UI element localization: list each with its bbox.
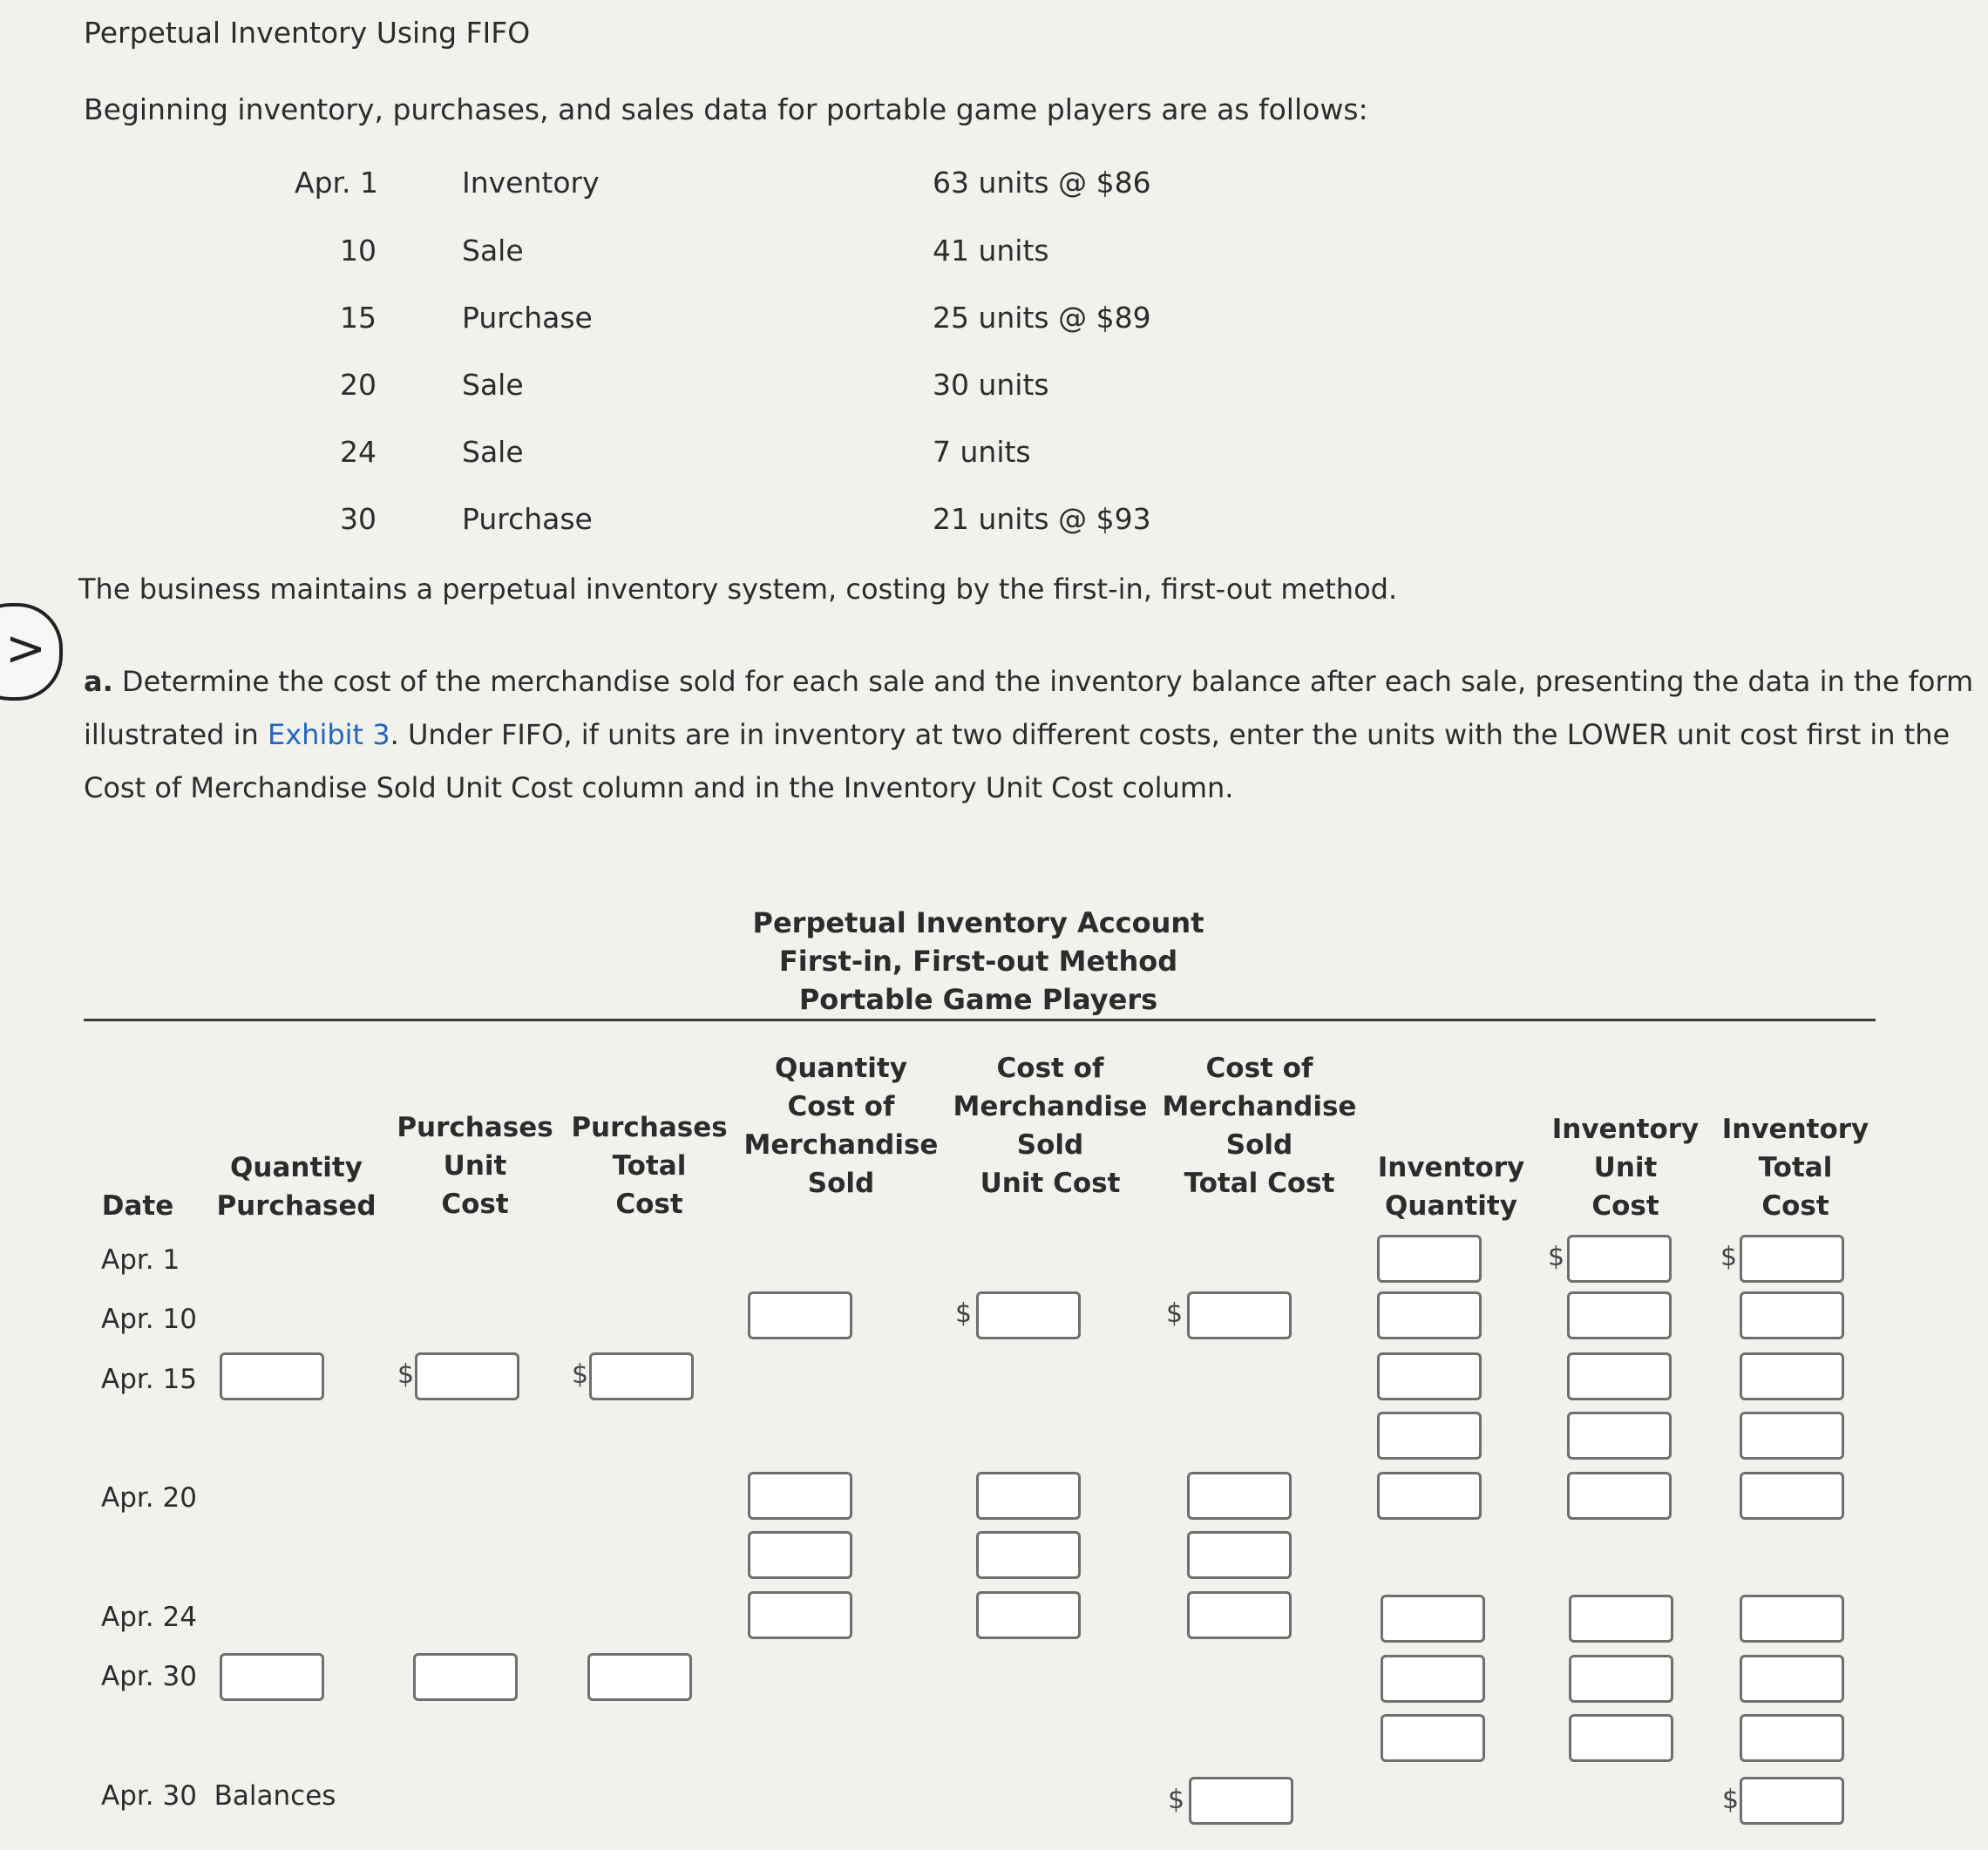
data-date-2: 10 xyxy=(340,234,377,268)
apr24-inv-qty-input[interactable] xyxy=(1381,1595,1485,1643)
col-header-cms-total-cost: Cost of Merchandise Sold Total Cost xyxy=(1162,1053,1357,1199)
apr15-purch-total-cost-input[interactable] xyxy=(589,1352,694,1400)
row-label-apr10: Apr. 10 xyxy=(101,1304,197,1335)
col-header-inv-total-cost: Inventory Total Cost xyxy=(1721,1114,1869,1222)
business-text: The business maintains a perpetual inventory system, costing by the first-in, first-out method. xyxy=(78,573,1398,606)
dollar-sign: $ xyxy=(1166,1298,1184,1329)
col-header-cms-qty: Quantity Cost of Merchandise Sold xyxy=(743,1053,939,1199)
apr20-cms-qty-input-2[interactable] xyxy=(748,1531,852,1579)
apr24-inv-total-cost-input[interactable] xyxy=(1740,1595,1844,1643)
apr20-cms-total-cost-input-2[interactable] xyxy=(1187,1531,1292,1579)
apr15-inv-total-cost-input[interactable] xyxy=(1740,1352,1844,1400)
apr24-cms-unit-cost-input[interactable] xyxy=(976,1591,1081,1639)
chevron-right-icon: > xyxy=(5,620,46,677)
intro-text: Beginning inventory, purchases, and sales data for portable game players are as follows: xyxy=(84,92,1368,126)
report-title-line-2: First-in, First-out Method xyxy=(778,945,1178,978)
row-label-apr24: Apr. 24 xyxy=(101,1602,197,1633)
data-type-2: Sale xyxy=(462,234,524,268)
apr10-inv-unit-cost-input[interactable] xyxy=(1567,1291,1672,1339)
dollar-sign: $ xyxy=(1720,1242,1738,1272)
data-date-6: 30 xyxy=(340,502,377,536)
apr15-inv-total-cost-input-2[interactable] xyxy=(1740,1412,1844,1460)
col-header-qty-purchased: Quantity Purchased xyxy=(216,1152,377,1222)
data-qty-2: 41 units xyxy=(933,234,1049,268)
dollar-sign: $ xyxy=(572,1359,589,1390)
balance-inv-total-cost-input[interactable] xyxy=(1740,1777,1844,1825)
apr30-purch-unit-cost-input[interactable] xyxy=(413,1653,518,1701)
dollar-sign: $ xyxy=(1168,1785,1185,1815)
data-type-4: Sale xyxy=(462,368,524,402)
instruction-text xyxy=(84,655,1984,815)
data-date-1: Apr. 1 xyxy=(295,166,379,200)
apr1-inv-qty-input[interactable] xyxy=(1377,1235,1482,1283)
apr10-cms-qty-input[interactable] xyxy=(748,1291,852,1339)
apr10-inv-qty-input[interactable] xyxy=(1377,1291,1482,1339)
apr15-inv-qty-input-2[interactable] xyxy=(1377,1412,1482,1460)
row-label-apr1: Apr. 1 xyxy=(101,1244,180,1276)
col-header-inv-unit-cost: Inventory Unit Cost xyxy=(1551,1114,1700,1222)
page-title: Perpetual Inventory Using FIFO xyxy=(84,16,531,50)
apr24-cms-total-cost-input[interactable] xyxy=(1187,1591,1292,1639)
apr15-inv-unit-cost-input[interactable] xyxy=(1567,1352,1672,1400)
apr30-purch-total-cost-input[interactable] xyxy=(587,1653,692,1701)
data-type-1: Inventory xyxy=(462,166,600,200)
instruction-text-before: Determine the cost of the merchandise sold for each sale and the inventory balance after each sale, presenting the data in the form illustrated in xyxy=(84,665,1974,751)
row-label-apr20: Apr. 20 xyxy=(101,1482,197,1514)
apr10-inv-total-cost-input[interactable] xyxy=(1740,1291,1844,1339)
apr30-inv-total-cost-input[interactable] xyxy=(1740,1655,1844,1703)
balance-cms-total-cost-input[interactable] xyxy=(1189,1777,1293,1825)
col-header-cms-unit-cost: Cost of Merchandise Sold Unit Cost xyxy=(953,1053,1148,1199)
data-date-5: 24 xyxy=(340,435,377,469)
apr1-inv-unit-cost-input[interactable] xyxy=(1567,1235,1672,1283)
apr20-cms-unit-cost-input[interactable] xyxy=(976,1472,1081,1520)
dollar-sign: $ xyxy=(1548,1242,1565,1272)
apr20-inv-unit-cost-input[interactable] xyxy=(1567,1472,1672,1520)
apr30-qty-purchased-input[interactable] xyxy=(220,1653,324,1701)
apr30-inv-qty-input-2[interactable] xyxy=(1381,1714,1485,1762)
side-expand-tab[interactable] xyxy=(0,603,63,701)
apr20-cms-qty-input[interactable] xyxy=(748,1472,852,1520)
data-qty-3: 25 units @ $89 xyxy=(933,301,1151,335)
data-type-6: Purchase xyxy=(462,502,593,536)
col-header-purch-unit-cost: Purchases Unit Cost xyxy=(397,1112,553,1220)
row-label-apr30: Apr. 30 xyxy=(101,1661,197,1692)
apr20-inv-qty-input[interactable] xyxy=(1377,1472,1482,1520)
apr24-cms-qty-input[interactable] xyxy=(748,1591,852,1639)
apr30-inv-qty-input[interactable] xyxy=(1381,1655,1485,1703)
apr20-cms-total-cost-input[interactable] xyxy=(1187,1472,1292,1520)
dollar-sign: $ xyxy=(397,1359,415,1390)
data-type-5: Sale xyxy=(462,435,524,469)
col-header-inv-qty: Inventory Quantity xyxy=(1377,1152,1525,1222)
apr20-cms-unit-cost-input-2[interactable] xyxy=(976,1531,1081,1579)
apr30-inv-total-cost-input-2[interactable] xyxy=(1740,1714,1844,1762)
apr15-inv-unit-cost-input-2[interactable] xyxy=(1567,1412,1672,1460)
apr1-inv-total-cost-input[interactable] xyxy=(1740,1235,1844,1283)
apr24-inv-unit-cost-input[interactable] xyxy=(1569,1595,1673,1643)
data-qty-6: 21 units @ $93 xyxy=(933,502,1151,536)
apr10-cms-unit-cost-input[interactable] xyxy=(976,1291,1081,1339)
apr20-inv-total-cost-input[interactable] xyxy=(1740,1472,1844,1520)
header-rule xyxy=(84,1019,1876,1021)
instruction-text-after: . Under FIFO, if units are in inventory at two different costs, enter the units with the LOWER unit cost first in the Cost of Merchandise Sold Unit Cost column and in the Inventory Unit Cost column. xyxy=(84,718,1951,804)
report-title-line-1: Perpetual Inventory Account xyxy=(752,906,1204,939)
apr15-qty-purchased-input[interactable] xyxy=(220,1352,324,1400)
col-header-purch-total-cost: Purchases Total Cost xyxy=(571,1112,728,1220)
apr30-inv-unit-cost-input-2[interactable] xyxy=(1569,1714,1673,1762)
apr15-purch-unit-cost-input[interactable] xyxy=(415,1352,519,1400)
row-label-balances: Apr. 30 Balances xyxy=(101,1780,336,1812)
data-qty-4: 30 units xyxy=(933,368,1049,402)
data-date-4: 20 xyxy=(340,368,377,402)
data-date-3: 15 xyxy=(340,301,377,335)
data-qty-1: 63 units @ $86 xyxy=(933,166,1151,200)
data-type-3: Purchase xyxy=(462,301,593,335)
instruction-label: a. xyxy=(84,665,113,698)
apr10-cms-total-cost-input[interactable] xyxy=(1187,1291,1292,1339)
col-header-date: Date xyxy=(101,1190,174,1222)
row-label-apr15: Apr. 15 xyxy=(101,1364,197,1395)
data-qty-5: 7 units xyxy=(933,435,1031,469)
exhibit-link[interactable]: Exhibit 3 xyxy=(268,718,390,751)
dollar-sign: $ xyxy=(955,1298,973,1329)
dollar-sign: $ xyxy=(1722,1785,1740,1815)
apr15-inv-qty-input[interactable] xyxy=(1377,1352,1482,1400)
report-title-line-3: Portable Game Players xyxy=(798,983,1158,1016)
apr30-inv-unit-cost-input[interactable] xyxy=(1569,1655,1673,1703)
